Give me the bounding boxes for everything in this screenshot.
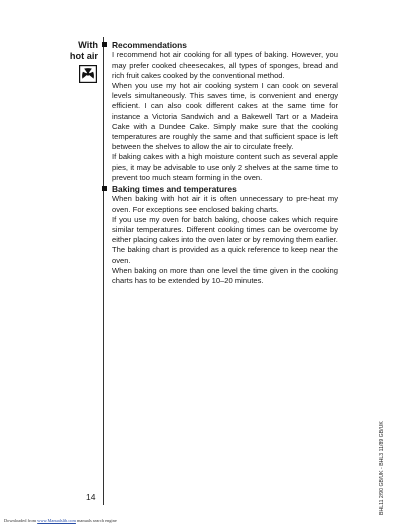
manualslib-link[interactable]: www.Manualslib.com bbox=[37, 518, 76, 523]
vertical-divider bbox=[103, 37, 104, 505]
paragraph: If baking cakes with a high moisture content such as several apple pies, it may be advisable to use only 2 shelves at the same time to prevent too much steam forming in the oven. bbox=[112, 152, 338, 182]
section-recommendations bbox=[112, 40, 338, 183]
bullet-icon bbox=[102, 186, 107, 191]
bullet-icon bbox=[102, 42, 107, 47]
paragraph: If you use my oven for batch baking, choose cakes which require similar temperatures. Different cooking times can be overcome by either placing cakes into the oven later or by removing them earlier. bbox=[112, 214, 338, 245]
side-heading bbox=[52, 40, 98, 62]
section-title: Recommendations bbox=[102, 40, 328, 50]
side-heading-line-2: hot air bbox=[69, 51, 98, 61]
fan-icon bbox=[79, 65, 97, 83]
section-baking-times bbox=[112, 184, 338, 286]
page-number: 14 bbox=[86, 492, 96, 502]
paragraph: The baking chart is provided as a quick reference to keep near the oven. bbox=[112, 245, 338, 265]
paragraph: I recommend hot air cooking for all types of baking. However, you may prefer cooked cheesecakes, all types of sponges, bread and rich fruit cakes cooked by the conventional method. bbox=[112, 50, 338, 80]
download-footer: Downloaded from www.Manualslib.com manuals search engine bbox=[4, 518, 117, 523]
paragraph: When you use my hot air cooking system I can cook on several levels simultaneously. This saves time, is convenient and energy efficient. I can also cook different cakes at the same time for instance a Victoria Sandwich and a Bakewell Tart or a Madeira Cake with a Dundee Cake. Simply make sure that the cooking temperatures are roughly the same and that sufficient space is left between the shelves to allow the air to circulate freely. bbox=[112, 81, 338, 152]
section-title: Baking times and temperatures bbox=[102, 184, 328, 194]
document-code: BHL11 2/90 GB/UK - BHL3 11/89 GB/UK bbox=[379, 421, 385, 515]
content-column bbox=[112, 40, 338, 287]
side-heading-line-1: With bbox=[78, 40, 98, 50]
paragraph: When baking with hot air it is often unnecessary to pre-heat my oven. For exceptions see enclosed baking charts. bbox=[112, 194, 338, 214]
paragraph: When baking on more than one level the time given in the cooking charts has to be extended by 10–20 minutes. bbox=[112, 265, 338, 286]
